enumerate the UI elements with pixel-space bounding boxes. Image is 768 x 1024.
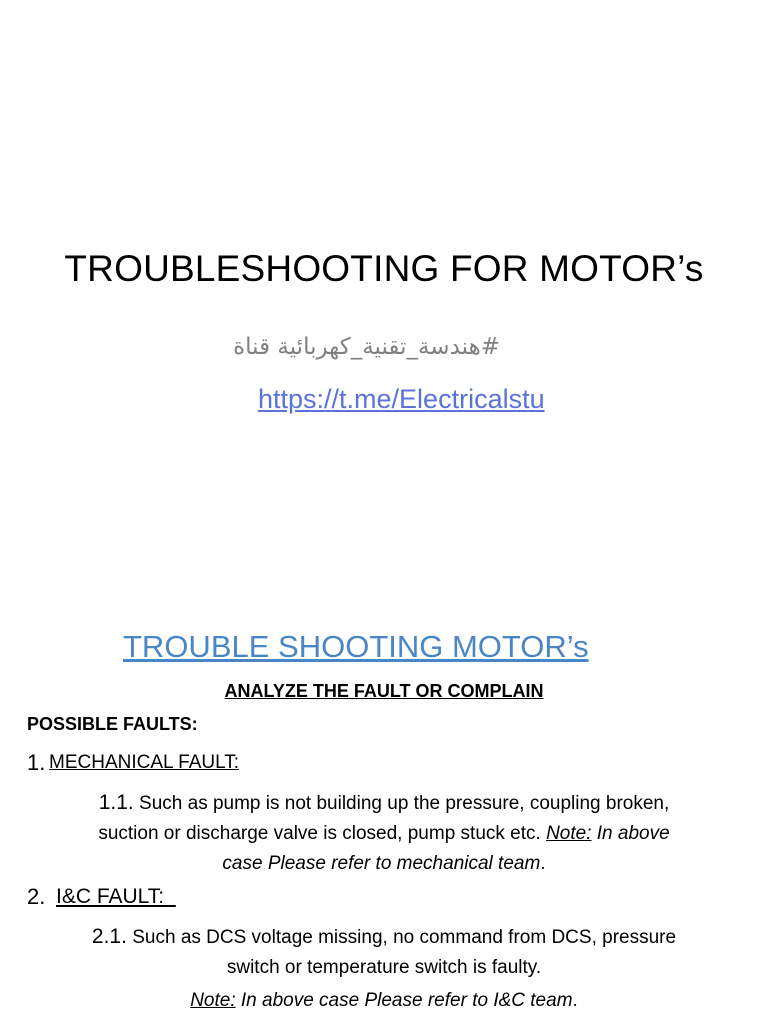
mechanical-fault-description <box>0 788 768 879</box>
item-number: 2.1. <box>91 925 127 948</box>
note-text: case Please refer to mechanical team <box>222 853 541 874</box>
telegram-link[interactable]: https://t.me/Electricalstu <box>258 384 545 414</box>
description-text: switch or temperature switch is faulty. <box>226 957 542 978</box>
note-label: Note: <box>546 823 592 844</box>
description-text: Such as pump is not building up the pressure, coupling broken, <box>133 793 670 814</box>
ic-fault-label: I&C FAULT: <box>56 885 176 908</box>
ic-fault-number: 2. <box>27 884 46 909</box>
note-team: I&C team <box>493 990 573 1011</box>
period: . <box>540 853 546 874</box>
possible-faults-heading: POSSIBLE FAULTS: <box>27 714 198 734</box>
description-text: suction or discharge valve is closed, pump stuck etc. <box>98 823 547 844</box>
period: . <box>572 990 578 1011</box>
channel-hashtag: #هندسة_تقنية_كهربائية قناة <box>233 334 500 360</box>
analyze-heading: ANALYZE THE FAULT OR COMPLAIN <box>224 681 544 701</box>
ic-fault-note <box>0 986 768 1016</box>
mechanical-fault-number: 1. <box>27 750 46 775</box>
slide-title: TROUBLESHOOTING FOR MOTOR’s <box>64 248 704 289</box>
description-text: Such as DCS voltage missing, no command from DCS, pressure <box>126 927 677 948</box>
note-label: Note: <box>190 990 236 1011</box>
note-text: In above case Please refer to <box>235 990 494 1011</box>
note-text: In above <box>591 823 670 844</box>
ic-fault-description <box>0 922 768 983</box>
section-title: TROUBLE SHOOTING MOTOR’s <box>123 629 589 664</box>
mechanical-fault-label: MECHANICAL FAULT: <box>49 752 240 773</box>
item-number: 1.1. <box>98 791 134 814</box>
